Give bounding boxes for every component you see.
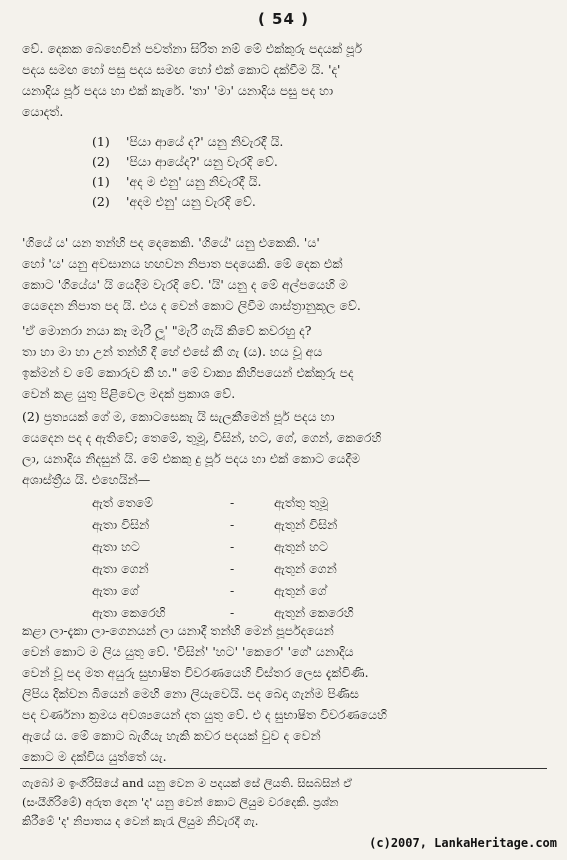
- footnote-line: ගැබෝ ම ඉංගිරිසියේ and යනු වෙන ම පදයක් සේ ලියති. සිසබසින් ඒ: [22, 776, 352, 790]
- text-line: පදය සමඟ හෝ පසු පදය සමඟ හෝ එක් කොට දක්වීම යි. 'ද': [22, 62, 341, 77]
- text-line: ලා, යනාදිය නිදසුන් යි. මේ එකකු දු පූර් පදය හා එක් කොට යෙදීම: [22, 451, 361, 466]
- table-row: [92, 558, 512, 580]
- table-row: [92, 492, 512, 514]
- text-line: කොට ම දක්විය යුත්තේ යැ.: [22, 749, 167, 764]
- example-text: 'පියා ආයේද?' යනු වැරදි වේ.: [126, 154, 278, 169]
- text-line: වෙන් කළ යුතු පිළිවෙල මදක් ප්‍රකාශ වේ.: [22, 386, 236, 401]
- text-line: හෝ 'ය' යනු අවසානය හඟවන නිපාත පදයෙකි. මේ දෙක එක්: [22, 256, 343, 271]
- table-row: [92, 536, 512, 558]
- example-text: 'පියා ආයේ ද?' යනු නිවැරදී යි.: [126, 134, 284, 149]
- table-cell-dash: -: [230, 561, 235, 576]
- paragraph-2: [22, 232, 552, 316]
- example-item: [92, 152, 532, 172]
- text-line: යෙදෙන නිපාත පද යි. එය ද වෙන් කොට ලිවීම ශාස්ත්‍රානුකූල වේ.: [22, 298, 361, 313]
- example-item: [92, 132, 532, 152]
- table-cell-dash: -: [230, 517, 235, 532]
- example-number: (1): [92, 134, 110, 149]
- table-cell-dash: -: [230, 495, 235, 510]
- text-line: වේ. දෙකක බෙහෙවින් පවත්නා සිරිත නම් මේ එක්කුරු පදයක් පූර්: [22, 41, 363, 56]
- example-item: [92, 172, 532, 192]
- table-cell-right: ඇතුන් විසින්: [274, 517, 338, 532]
- example-item: [92, 192, 532, 212]
- text-line: වෙන් වූ පද මත අයුරු සුභාෂිත විවරණයෙහි විස්තර ලෙස දැක්විණි.: [22, 665, 369, 680]
- copyright-credit: (c)2007, LankaHeritage.com: [369, 836, 557, 850]
- page-number: ( 54 ): [257, 10, 310, 28]
- text-line: තා හා මා හා උන් තන්හි දී හේ එසේ කී ගැ (ය). හය වූ අය: [22, 344, 323, 359]
- footnote-line: කිරීමේ 'ද' නිපාතය ද වෙන් කැරැ ලියුම නිවැරදී ගැ.: [22, 814, 259, 828]
- table-cell-right: ඇතුන් හට: [274, 539, 328, 554]
- footnote-line: (සංයීගිරිමේ) අරුත දෙන 'ද' යනු වෙන් කොට ලියුම වරදෙකි. ප්‍රශ්න: [22, 795, 339, 809]
- text-line: ඉක්මන් ව මේ කොරුව කී හ." මේ වාක්‍ය කිහිපයෙන් එක්කුරු පද: [22, 365, 354, 380]
- paragraph-1: [22, 38, 552, 122]
- table-cell-right: ඇතුන් ගේ: [274, 583, 327, 598]
- table-cell-left: ඇතා ගේ: [92, 583, 139, 598]
- text-line: කොට 'ගියේය' යි යෙදීම වැරදි වේ. 'යි' යනු ද මේ අල්පයෙහි ම: [22, 277, 348, 292]
- table-cell-left: ඇතා ගෙන්: [92, 561, 149, 576]
- table-cell-left: ඇත් තෙමේ: [92, 495, 154, 510]
- text-line: ඇයේ ය. මේ කොට බැගියැ හැකි කවර පදයක් වුව ද වෙන්: [22, 728, 321, 743]
- table-cell-dash: -: [230, 605, 235, 620]
- table-cell-left: ඇතා කෙරෙහි: [92, 605, 166, 620]
- footnote-divider: [20, 768, 547, 769]
- text-line: යෙදෙන පද ද ඇතිවේ; තෙමේ, තුමූ, විසින්, හට, ගේ, ගෙන්, කෙරෙහි: [22, 430, 382, 445]
- example-text: 'අදම එනු' යනු වැරදි වේ.: [126, 194, 256, 209]
- example-text: 'අද ම එනු' යනු නිවැරදී යි.: [126, 174, 262, 189]
- table-cell-right: ඇතුන් ගෙන්: [274, 561, 337, 576]
- example-number: (2): [92, 194, 110, 209]
- text-line: 'ගියේ ය' යන තන්හි පද දෙකෙකි. 'ගියේ' යනු එකෙකි. 'ය': [22, 235, 320, 250]
- text-line: පද වර්ණනා ක්‍රමය අවශ්‍යයෙන් දත යුතු වේ. එ ද සුභාෂිත විවරණයෙහි: [22, 707, 387, 722]
- example-list: [92, 132, 532, 212]
- footnote: [22, 774, 552, 831]
- paragraph-3: [22, 320, 552, 404]
- paragraph-5: [22, 620, 552, 767]
- table-cell-dash: -: [230, 583, 235, 598]
- declension-table: [92, 492, 512, 624]
- text-line: ලිපිය දික්වන බියෙන් මෙහි නො ලියැවෙයි. පද බෙදා ගැන්ම පිණිස: [22, 686, 359, 701]
- table-cell-dash: -: [230, 539, 235, 554]
- text-line: (2) ප්‍රත්‍යයක් ගේ ම, කොටසෙකැ යි සැලකීමෙන් පූර් පදය හා: [22, 409, 335, 424]
- table-row: [92, 580, 512, 602]
- table-row: [92, 514, 512, 536]
- table-cell-left: ඇතා හට: [92, 539, 140, 554]
- text-line: කළා ලා-දැකා ලා-ගෙනයන් ලා යනාදී තන්හි මෙන් පූර්පදයෙන්: [22, 623, 334, 638]
- example-number: (2): [92, 154, 110, 169]
- example-number: (1): [92, 174, 110, 189]
- text-line: යොදත්.: [22, 104, 64, 119]
- text-line: අශාස්ත්‍රීය යි. එහෙයින්—: [22, 472, 151, 487]
- table-cell-right: ඇත්තු තුමූ: [274, 495, 329, 510]
- table-cell-left: ඇතා විසින්: [92, 517, 150, 532]
- text-line: 'ඒ මොනරා නයා කෑ මැරී ලූ' "මැරී ගැයි කිවේ කවරහු ද?: [22, 323, 312, 338]
- paragraph-4: [22, 406, 552, 490]
- table-cell-right: ඇතුන් කෙරෙහි: [274, 605, 354, 620]
- text-line: වෙන් කොට ම ලිය යුතු වේ. 'විසින්' 'හට' 'කෙරෙ' 'ගේ' යනාදිය: [22, 644, 354, 659]
- text-line: යනාදිය පූර් පදය හා එක් කැරේ. 'තා' 'මා' යනාදිය පසු පද හා: [22, 83, 334, 98]
